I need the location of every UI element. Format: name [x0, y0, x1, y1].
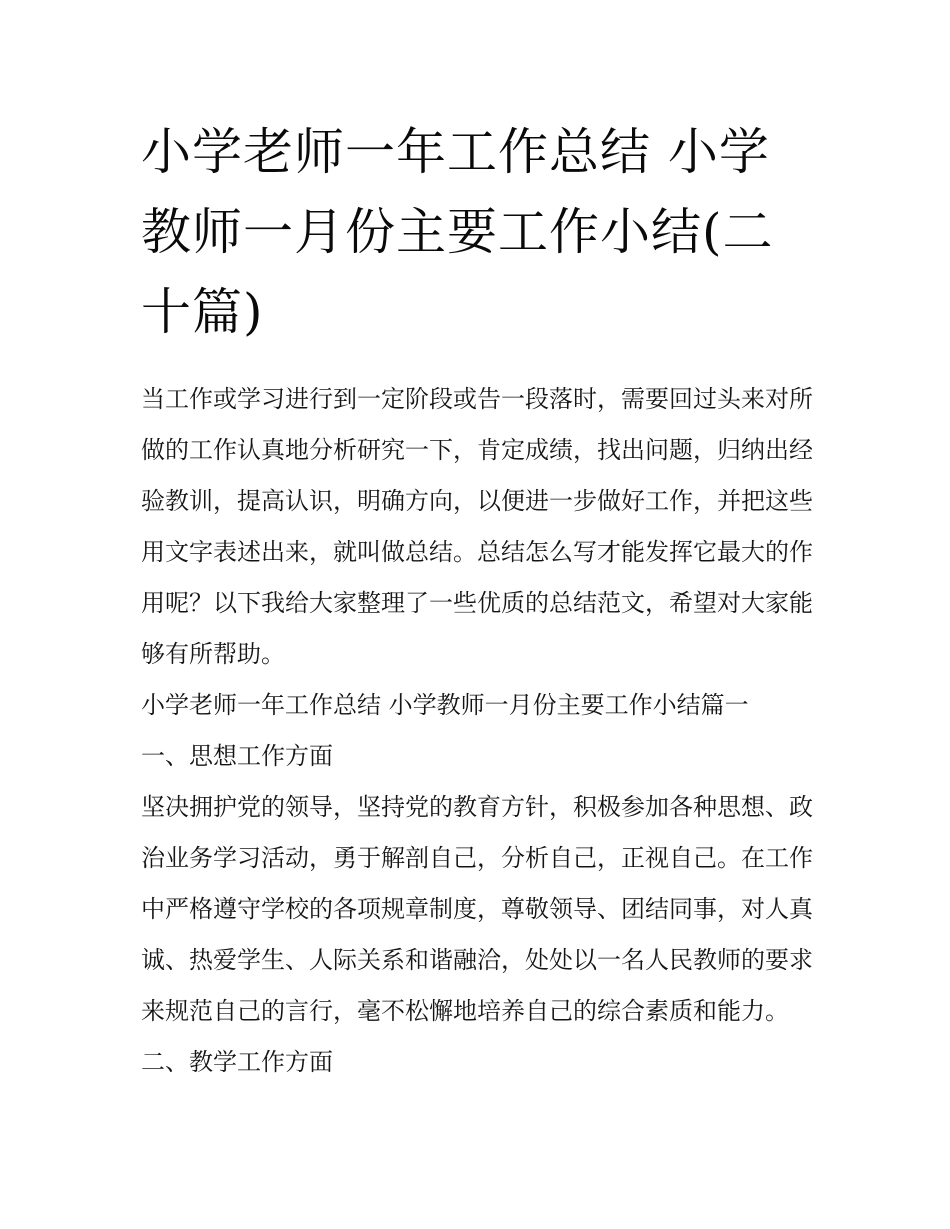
- part1-heading: 一、思想工作方面: [141, 742, 333, 770]
- document-body: [141, 374, 817, 1088]
- intro-paragraph: 当工作或学习进行到一定阶段或告一段落时，需要回过头来对所做的工作认真地分析研究一下，肯定成绩，找出问题，归纳出经验教训，提高认识，明确方向，以便进一步做好工作，并把这些用文字表述出来，就叫做总结。总结怎么写才能发挥它最大的作用呢？以下我给大家整理了一些优质的总结范文，希望对大家能够有所帮助。: [141, 385, 813, 668]
- document-title: 小学老师一年工作总结 小学教师一月份主要工作小结(二十篇): [141, 123, 774, 341]
- part2-heading: 二、教学工作方面: [141, 1048, 333, 1076]
- section-title: 小学老师一年工作总结 小学教师一月份主要工作小结篇一: [141, 691, 749, 719]
- part1-paragraph: 坚决拥护党的领导，坚持党的教育方针，积极参加各种思想、政治业务学习活动，勇于解剖自己，分析自己，正视自己。在工作中严格遵守学校的各项规章制度，尊敬领导、团结同事，对人真诚、热爱学生、人际关系和谐融洽，处处以一名人民教师的要求来规范自己的言行，毫不松懈地培养自己的综合素质和能力。: [141, 793, 813, 1025]
- document-page: [141, 112, 817, 1088]
